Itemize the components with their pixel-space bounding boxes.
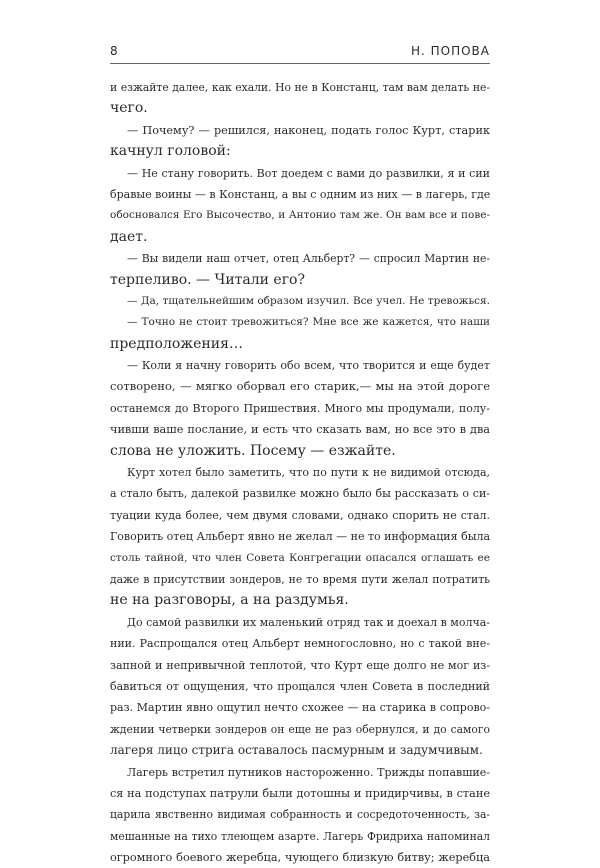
text-line: предположения… — [110, 335, 243, 352]
text-line: даже в присутствии зондеров, не то время пути желал потратить — [110, 572, 490, 586]
text-line: До самой развилки их маленький отряд так и доехал в молча- — [127, 615, 490, 629]
text-line: мешанные на тихо тлеющем азарте. Лагерь Фридриха напоминал — [110, 829, 490, 843]
text-line: бравые воины — в Констанц, а вы с одним из них — в лагерь, где — [110, 187, 490, 201]
text-line: — Вы видели наш отчет, отец Альберт? — спросил Мартин не- — [127, 252, 490, 266]
text-line: — Точно не стоит тревожиться? Мне все же кажется, что наши — [127, 316, 490, 329]
header-rule — [110, 63, 490, 64]
body-text — [110, 77, 490, 868]
text-line: качнул головой: — [110, 143, 231, 160]
text-line: раз. Мартин явно ощутил нечто схожее — на старика в сопрово- — [110, 701, 490, 715]
text-line: — Почему? — решился, наконец, подать голос Курт, старик — [127, 123, 490, 137]
text-line: лагеря лицо стрига оставалось пасмурным и задумчивым. — [110, 743, 483, 758]
text-line: царила явственно видимая собранность и сосредоточенность, за- — [110, 808, 490, 822]
text-line: чего. — [110, 100, 148, 117]
text-line: — Коли я начну говорить обо всем, что творится и еще будет — [127, 359, 490, 373]
text-line: Лагерь встретил путников настороженно. Трижды попавшие- — [127, 765, 490, 779]
text-line: не на разговоры, а на раздумья. — [110, 592, 349, 609]
text-line: дает. — [110, 228, 148, 245]
text-line: туации куда более, чем двумя словами, однако спорить не стал. — [110, 508, 490, 522]
text-line: запной и непривычной теплотой, что Курт еще долго не мог из- — [110, 658, 490, 672]
text-line: Курт хотел было заметить, что по пути к не видимой отсюда, — [127, 466, 490, 480]
author-name: Н. ПОПОВА — [410, 44, 490, 58]
text-line: — Не стану говорить. Вот доедем с вами до развилки, я и сии — [127, 166, 490, 180]
page-number: 8 — [110, 44, 119, 58]
text-line: огромного боевого жеребца, чующего близкую битву; жеребца — [110, 851, 490, 865]
text-line: чивши ваше послание, и есть что сказать вам, но все это в два — [110, 423, 490, 437]
text-line: слова не уложить. Посему — езжайте. — [110, 442, 396, 459]
text-line: столь тайной, что член Совета Конгрегации опасался оглашать ее — [110, 551, 490, 564]
text-line: — Да, тщательнейшим образом изучил. Все учел. Не тревожься. — [127, 294, 490, 307]
text-line: и езжайте далее, как ехали. Но не в Констанц, там вам делать не- — [110, 81, 490, 94]
text-line: а стало быть, далекой развилке можно было бы рассказать о си- — [110, 487, 490, 501]
text-line: бавиться от ощущения, что прощался член Совета в последний — [110, 679, 490, 693]
text-line: ждении четверки зондеров он еще не раз обернулся, и до самого — [110, 722, 490, 736]
text-line: нии. Распрощался отец Альберт немногословно, но с такой вне- — [110, 637, 490, 651]
text-line: терпеливо. — Читали его? — [110, 271, 305, 288]
text-line: ся на подступах патрули были дотошны и придирчивы, в стане — [110, 786, 490, 800]
text-line: сотворено, — мягко оборвал его старик,— мы на этой дороге — [110, 379, 490, 394]
text-line: останемся до Второго Пришествия. Много мы продумали, полу- — [110, 401, 490, 415]
text-line: Говорить отец Альберт явно не желал — не то информация была — [110, 530, 490, 544]
text-line: обосновался Его Высочество, и Антонио там же. Он вам все и пове- — [110, 209, 490, 222]
